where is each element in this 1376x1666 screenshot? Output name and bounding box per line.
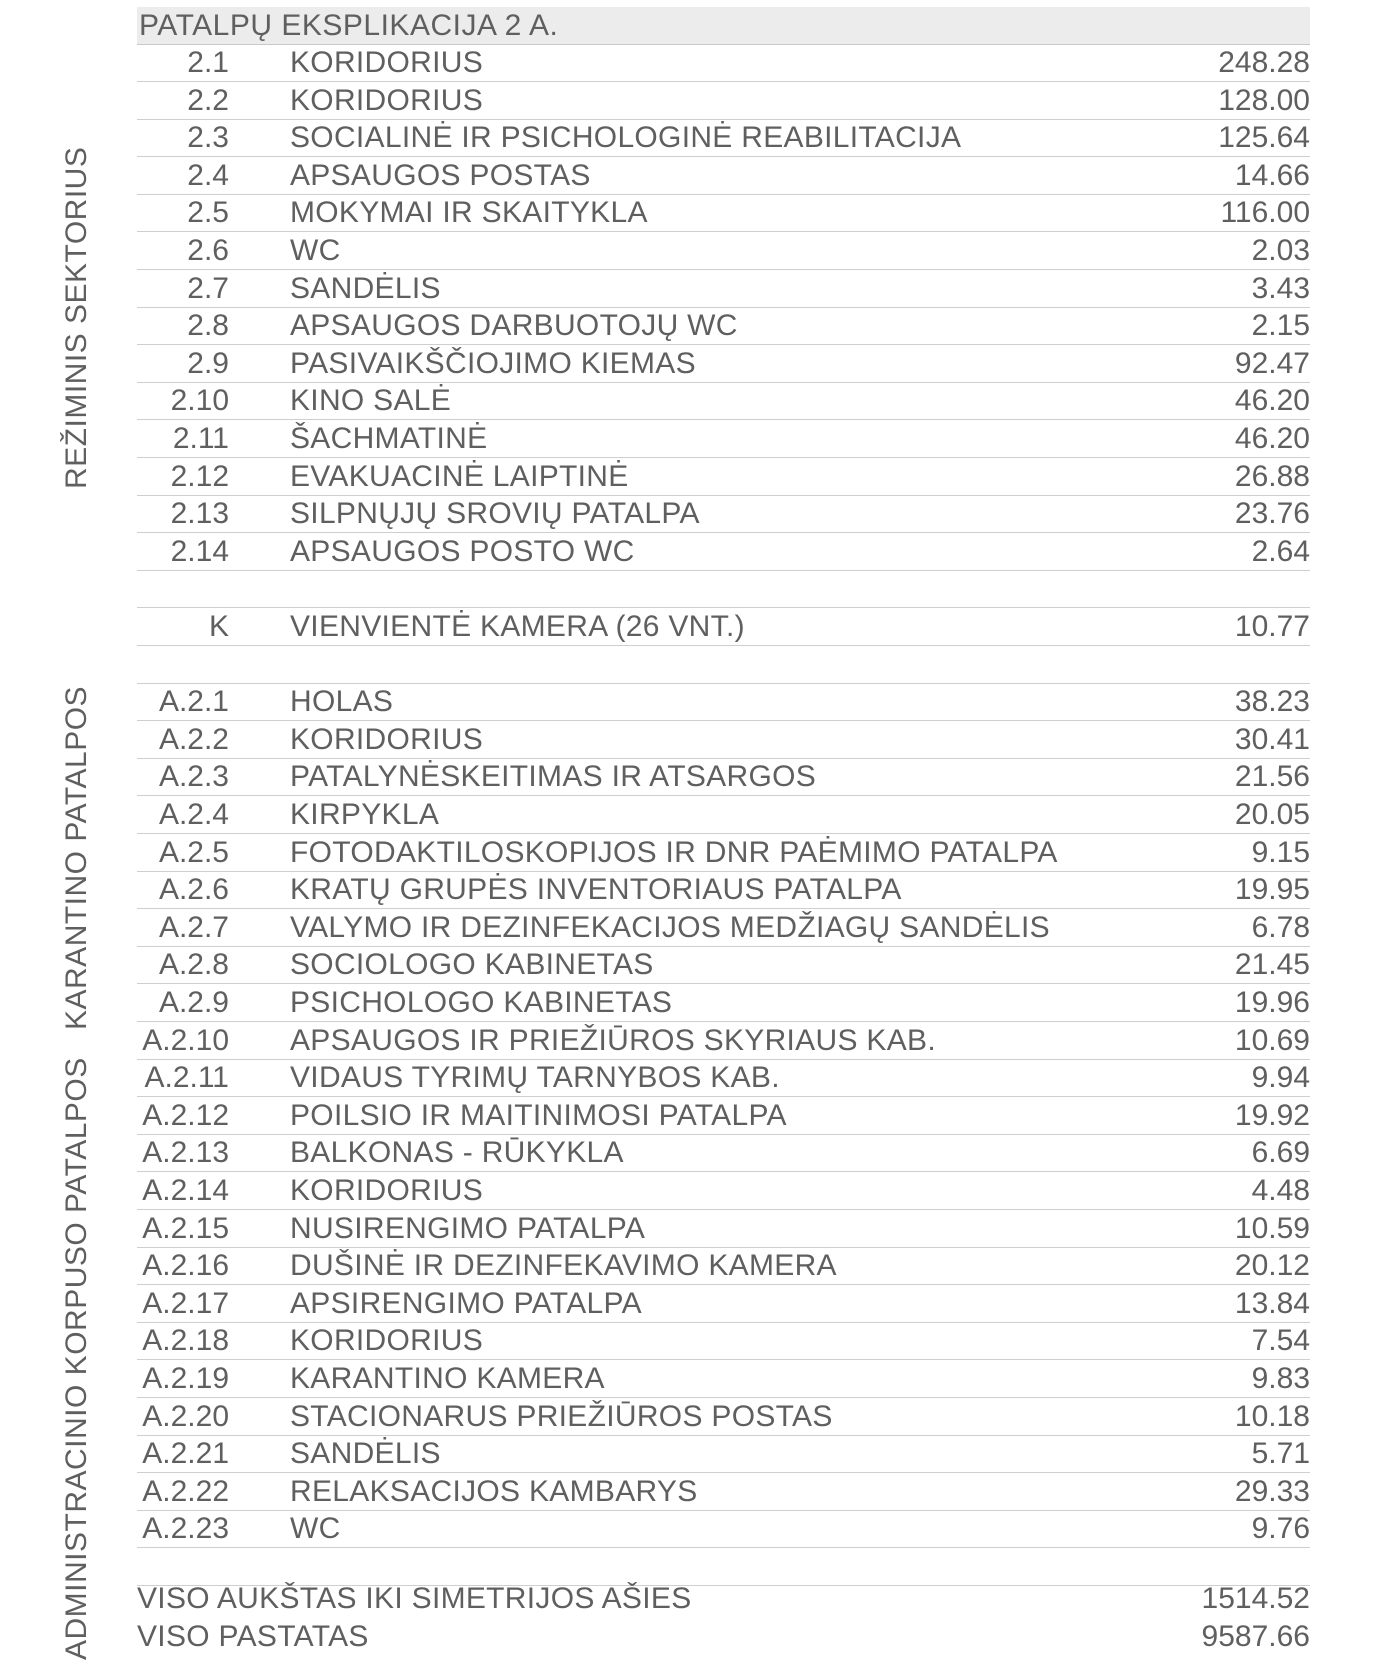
table-title-bar xyxy=(137,7,1310,45)
room-name: DUŠINĖ IR DEZINFEKAVIMO KAMERA xyxy=(290,1249,837,1283)
room-code: 2.5 xyxy=(187,196,229,230)
room-area: 9.15 xyxy=(1251,835,1310,869)
total-floor-label: VISO AUKŠTAS IKI SIMETRIJOS AŠIES xyxy=(137,1582,692,1615)
table-row xyxy=(137,946,1310,984)
room-name: STACIONARUS PRIEŽIŪROS POSTAS xyxy=(290,1399,833,1433)
room-area: 9.76 xyxy=(1251,1512,1310,1546)
table-row xyxy=(137,1510,1310,1548)
table-row xyxy=(137,758,1310,796)
room-area: 7.54 xyxy=(1251,1324,1310,1358)
room-code: K xyxy=(208,610,229,643)
room-code: 2.8 xyxy=(187,309,229,343)
room-name: SANDĖLIS xyxy=(290,1437,441,1471)
room-code: A.2.2 xyxy=(158,722,229,756)
room-code: A.2.20 xyxy=(142,1399,229,1433)
side-label-karantin: KARANTINO PATALPOS xyxy=(60,685,93,1030)
room-code: 2.1 xyxy=(187,46,229,79)
room-area: 128.00 xyxy=(1218,83,1310,117)
room-area: 3.43 xyxy=(1251,271,1310,305)
room-name: APSAUGOS IR PRIEŽIŪROS SKYRIAUS KAB. xyxy=(290,1023,936,1057)
table-row xyxy=(137,1247,1310,1285)
room-name: SOCIOLOGO KABINETAS xyxy=(290,948,654,982)
room-name: KARANTINO KAMERA xyxy=(290,1362,605,1395)
room-area: 116.00 xyxy=(1220,196,1310,230)
room-name: WC xyxy=(290,1512,341,1546)
room-name: KORIDORIUS xyxy=(290,83,484,117)
table-row xyxy=(137,345,1310,383)
room-code: A.2.15 xyxy=(142,1211,229,1245)
room-code: 2.11 xyxy=(172,422,229,455)
room-name: PSICHOLOGO KABINETAS xyxy=(290,986,673,1019)
room-area: 10.59 xyxy=(1234,1211,1310,1245)
room-code: A.2.18 xyxy=(142,1324,229,1358)
table-row xyxy=(137,796,1310,834)
room-code: A.2.11 xyxy=(144,1061,229,1095)
table-row xyxy=(137,270,1310,308)
table-row xyxy=(137,984,1310,1022)
room-area: 20.12 xyxy=(1234,1249,1310,1283)
room-code: A.2.7 xyxy=(158,910,229,944)
room-code: A.2.16 xyxy=(142,1249,229,1283)
room-name: PASIVAIKŠČIOJIMO KIEMAS xyxy=(290,346,696,380)
room-name: KINO SALĖ xyxy=(290,384,452,418)
room-code: 2.2 xyxy=(187,83,229,117)
table-row xyxy=(137,82,1310,120)
table-row xyxy=(137,683,1310,721)
room-code: A.2.23 xyxy=(142,1512,229,1546)
room-name: KORIDORIUS xyxy=(290,1324,484,1358)
total-building-value: 9587.66 xyxy=(1201,1620,1310,1653)
room-name: VIDAUS TYRIMŲ TARNYBOS KAB. xyxy=(290,1061,780,1095)
room-area: 4.48 xyxy=(1251,1174,1310,1207)
table-row xyxy=(137,495,1310,533)
room-name: POILSIO IR MAITINIMOSI PATALPA xyxy=(290,1098,787,1132)
table-title: PATALPŲ EKSPLIKACIJA 2 A. xyxy=(139,9,559,42)
room-area: 38.23 xyxy=(1234,685,1310,719)
room-name: SILPNŲJŲ SROVIŲ PATALPA xyxy=(290,497,700,531)
room-area: 2.64 xyxy=(1251,534,1310,568)
table-row xyxy=(137,1097,1310,1135)
room-code: A.2.19 xyxy=(142,1362,229,1395)
table-row xyxy=(137,232,1310,270)
room-code: 2.13 xyxy=(170,497,229,531)
room-name: APSIRENGIMO PATALPA xyxy=(290,1286,642,1320)
room-name: EVAKUACINĖ LAIPTINĖ xyxy=(290,459,629,493)
table-row xyxy=(137,194,1310,232)
total-building-label: VISO PASTATAS xyxy=(137,1620,369,1653)
room-name: NUSIRENGIMO PATALPA xyxy=(290,1211,646,1245)
room-code: A.2.10 xyxy=(142,1023,229,1057)
room-code: A.2.3 xyxy=(158,760,229,794)
room-name: APSAUGOS POSTO WC xyxy=(290,534,635,568)
table-row xyxy=(137,1210,1310,1248)
room-code: A.2.17 xyxy=(142,1286,229,1320)
room-area: 20.05 xyxy=(1234,798,1310,831)
room-area: 21.45 xyxy=(1234,948,1310,982)
table-row xyxy=(137,420,1310,458)
room-area: 30.41 xyxy=(1234,722,1310,756)
room-name: VALYMO IR DEZINFEKACIJOS MEDŽIAGŲ SANDĖLIS xyxy=(290,910,1050,944)
room-area: 19.96 xyxy=(1234,986,1310,1019)
table-row xyxy=(137,834,1310,872)
room-name: KORIDORIUS xyxy=(290,46,484,79)
table-row xyxy=(137,909,1310,947)
table-row xyxy=(137,646,1310,684)
room-name: FOTODAKTILOSKOPIJOS IR DNR PAĖMIMO PATALPA xyxy=(290,835,1058,869)
room-area: 19.95 xyxy=(1234,873,1310,907)
room-code: 2.10 xyxy=(170,384,229,418)
room-area: 125.64 xyxy=(1218,121,1310,155)
room-name: BALKONAS - RŪKYKLA xyxy=(290,1136,624,1170)
room-code: 2.7 xyxy=(187,271,229,305)
table-row xyxy=(137,570,1310,608)
table-row xyxy=(137,1473,1310,1511)
room-name: KRATŲ GRUPĖS INVENTORIAUS PATALPA xyxy=(290,873,902,907)
room-area: 92.47 xyxy=(1234,346,1310,380)
room-area: 13.84 xyxy=(1234,1286,1310,1320)
room-name: MOKYMAI IR SKAITYKLA xyxy=(290,196,648,230)
room-code: A.2.14 xyxy=(142,1174,229,1207)
room-code: A.2.4 xyxy=(158,798,229,831)
side-label-rezim: REŽIMINIS SEKTORIUS xyxy=(60,146,93,489)
table-row xyxy=(137,307,1310,345)
room-name: HOLAS xyxy=(290,685,394,719)
room-area: 6.69 xyxy=(1251,1136,1310,1170)
table-row xyxy=(137,533,1310,571)
room-code: A.2.21 xyxy=(142,1437,229,1471)
room-area: 10.77 xyxy=(1234,610,1310,643)
room-code: 2.3 xyxy=(187,121,229,155)
table-row xyxy=(137,1022,1310,1060)
table-row xyxy=(137,1435,1310,1473)
room-name: APSAUGOS DARBUOTOJŲ WC xyxy=(290,309,738,343)
room-area: 14.66 xyxy=(1234,158,1310,192)
room-name: APSAUGOS POSTAS xyxy=(290,158,591,192)
room-code: A.2.6 xyxy=(158,873,229,907)
table-row xyxy=(137,1059,1310,1097)
room-code: 2.6 xyxy=(187,234,229,267)
table-row xyxy=(137,871,1310,909)
total-building-row xyxy=(137,1618,1310,1654)
room-name: SOCIALINĖ IR PSICHOLOGINĖ REABILITACIJA xyxy=(290,121,962,155)
room-code: A.2.13 xyxy=(142,1136,229,1170)
table-row xyxy=(137,1398,1310,1436)
room-area: 10.69 xyxy=(1234,1023,1310,1057)
room-name: WC xyxy=(290,234,341,267)
room-area: 26.88 xyxy=(1234,459,1310,493)
total-floor-row xyxy=(137,1580,1310,1616)
room-code: A.2.22 xyxy=(142,1474,229,1508)
room-name: KIRPYKLA xyxy=(290,798,440,831)
table-row xyxy=(137,1360,1310,1398)
room-area: 2.03 xyxy=(1251,234,1310,267)
table-row xyxy=(137,157,1310,195)
room-area: 9.94 xyxy=(1251,1061,1310,1095)
room-area: 46.20 xyxy=(1234,384,1310,418)
room-code: A.2.8 xyxy=(158,948,229,982)
room-area: 19.92 xyxy=(1234,1098,1310,1132)
room-code: 2.4 xyxy=(187,158,229,192)
room-area: 248.28 xyxy=(1218,46,1310,79)
room-code: 2.14 xyxy=(170,534,229,568)
table-row xyxy=(137,44,1310,82)
table-row xyxy=(137,1322,1310,1360)
table-row xyxy=(137,1172,1310,1210)
room-name: VIENVIENTĖ KAMERA (26 VNT.) xyxy=(290,610,745,643)
table-row xyxy=(137,382,1310,420)
room-name: KORIDORIUS xyxy=(290,1174,484,1207)
side-label-admin: ADMINISTRACINIO KORPUSO PATALPOS xyxy=(60,1057,93,1660)
room-area: 23.76 xyxy=(1234,497,1310,531)
room-area: 10.18 xyxy=(1234,1399,1310,1433)
room-code: A.2.9 xyxy=(158,986,229,1019)
room-code: A.2.12 xyxy=(142,1098,229,1132)
room-name: KORIDORIUS xyxy=(290,722,484,756)
table-row xyxy=(137,1134,1310,1172)
table-row xyxy=(137,458,1310,496)
room-code: A.2.5 xyxy=(158,835,229,869)
room-code: 2.12 xyxy=(170,459,229,493)
room-code: A.2.1 xyxy=(158,685,229,719)
table-row xyxy=(137,721,1310,759)
table-row xyxy=(137,608,1310,646)
room-name: SANDĖLIS xyxy=(290,271,441,305)
room-name: ŠACHMATINĖ xyxy=(290,422,488,455)
room-area: 46.20 xyxy=(1234,422,1310,455)
room-name: RELAKSACIJOS KAMBARYS xyxy=(290,1474,698,1508)
room-area: 5.71 xyxy=(1251,1437,1310,1471)
room-area: 6.78 xyxy=(1251,910,1310,944)
room-area: 9.83 xyxy=(1251,1362,1310,1395)
room-code: 2.9 xyxy=(187,346,229,380)
table-row xyxy=(137,119,1310,157)
room-area: 29.33 xyxy=(1234,1474,1310,1508)
room-area: 21.56 xyxy=(1234,760,1310,794)
table-row xyxy=(137,1285,1310,1323)
room-area: 2.15 xyxy=(1251,309,1310,343)
total-floor-value: 1514.52 xyxy=(1201,1582,1310,1615)
room-name: PATALYNĖSKEITIMAS IR ATSARGOS xyxy=(290,760,817,794)
